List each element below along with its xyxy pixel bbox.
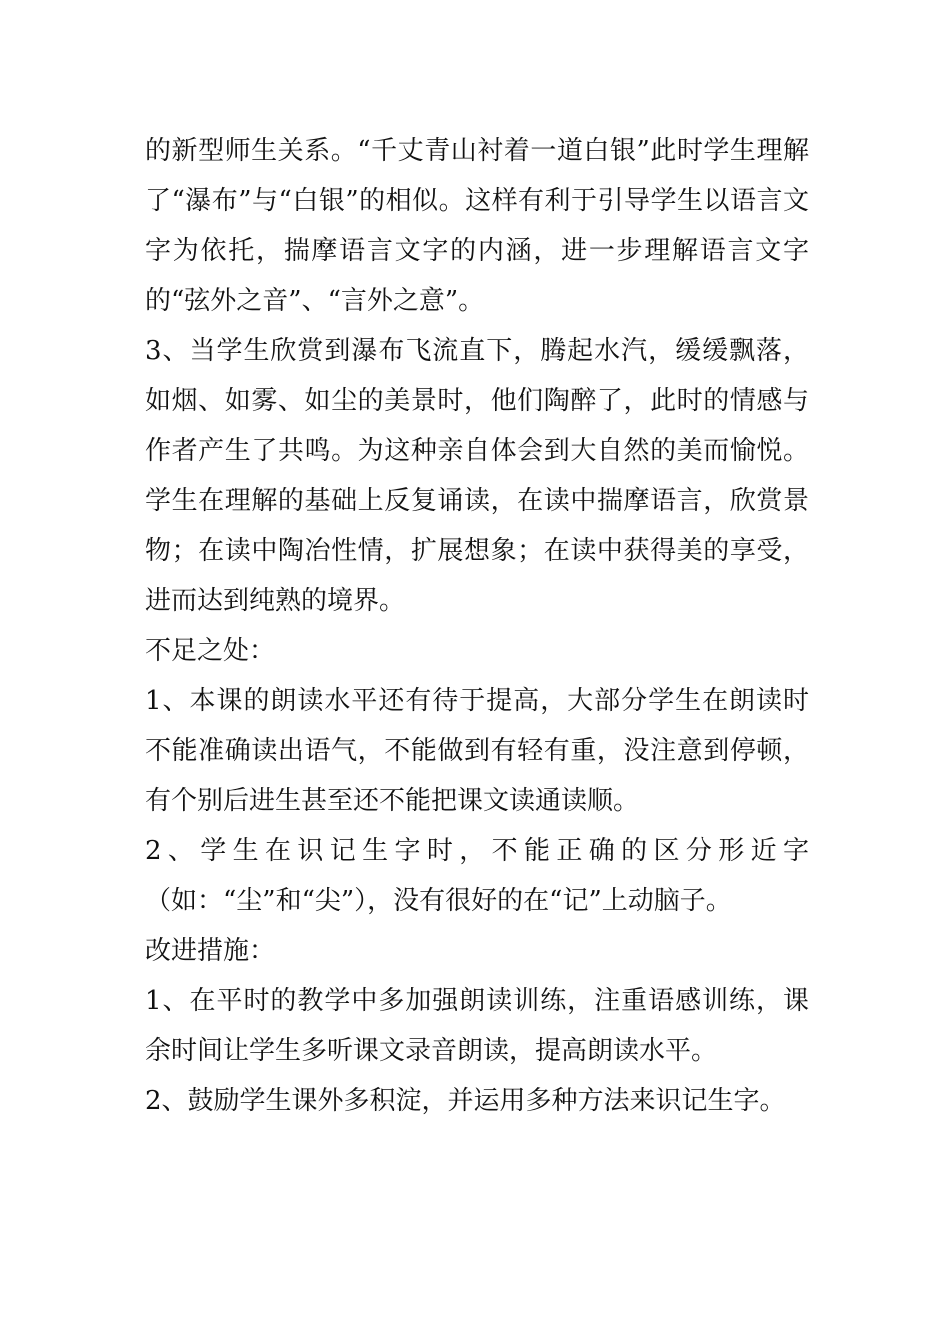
paragraph-improvement-1: 1、在平时的教学中多加强朗读训练，注重语感训练，课余时间让学生多听课文录音朗读，提高朗读水平。: [145, 986, 809, 1066]
paragraph-shortcoming-2: 2、学生在识记生字时，不能正确的区分形近字（如：“尘”和“尖”），没有很好的在“记”上动脑子。: [145, 836, 809, 916]
paragraph-point-3: 3、当学生欣赏到瀑布飞流直下，腾起水汽，缓缓飘落，如烟、如雾、如尘的美景时，他们陶醉了，此时的情感与作者产生了共鸣。为这种亲自体会到大自然的美而愉悦。学生在理解的基础上反复诵读，在读中揣摩语言，欣赏景物；在读中陶冶性情，扩展想象；在读中获得美的享受，进而达到纯熟的境界。: [145, 336, 809, 616]
section-heading-improvements: 改进措施：: [145, 936, 276, 966]
section-heading-shortcomings: 不足之处：: [145, 636, 276, 666]
paragraph-continuation: 的新型师生关系。“千丈青山衬着一道白银”此时学生理解了“瀑布”与“白银”的相似。这样有利于引导学生以语言文字为依托，揣摩语言文字的内涵，进一步理解语言文字的“弦外之音”、“言外之意”。: [145, 136, 809, 316]
document-body: [145, 126, 809, 1126]
paragraph-shortcoming-1: 1、本课的朗读水平还有待于提高，大部分学生在朗读时不能准确读出语气，不能做到有轻有重，没注意到停顿，有个别后进生甚至还不能把课文读通读顺。: [145, 686, 809, 816]
paragraph-improvement-2: 2、鼓励学生课外多积淀，并运用多种方法来识记生字。: [145, 1086, 786, 1116]
